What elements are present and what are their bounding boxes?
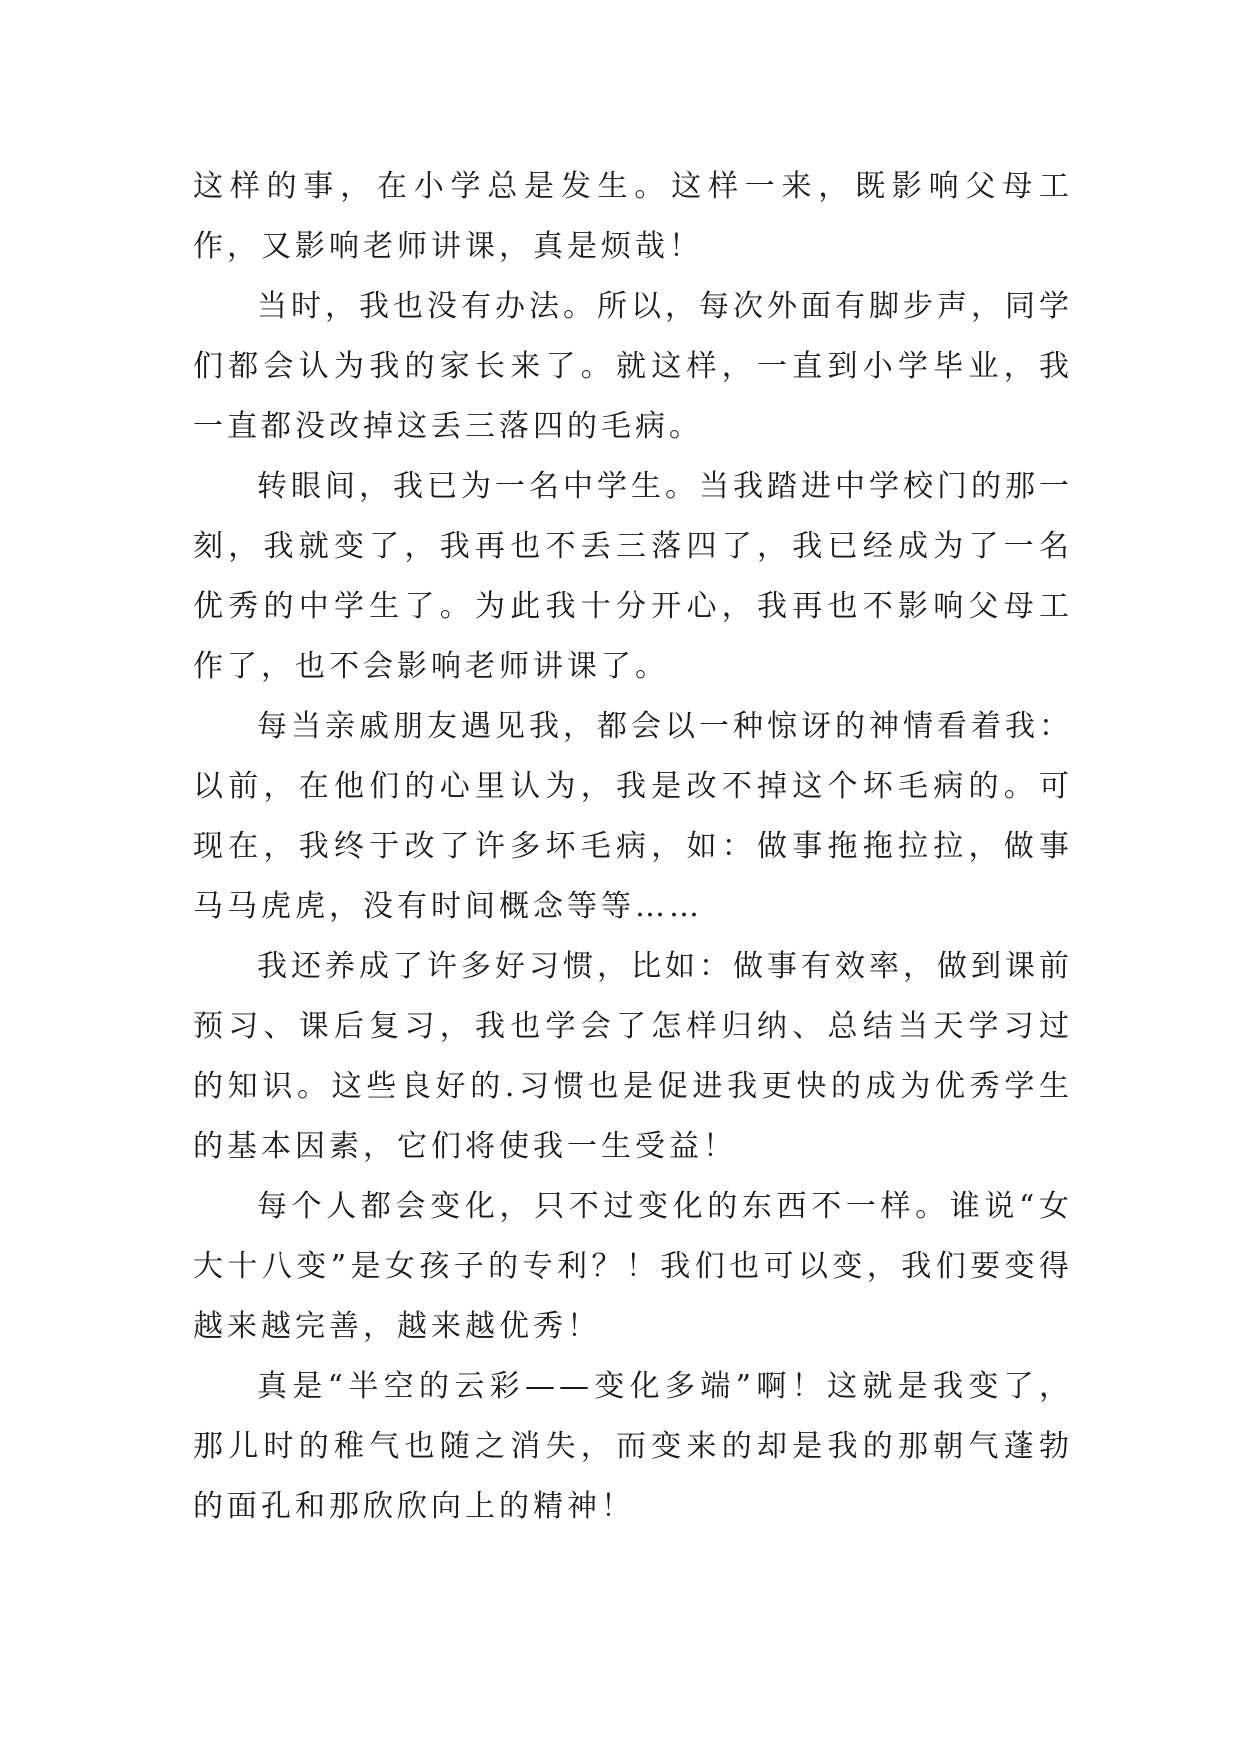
paragraph-2: 当时，我也没有办法。所以，每次外面有脚步声，同学们都会认为我的家长来了。就这样，一直到小学毕业，我一直都没改掉这丢三落四的毛病。 (193, 289, 1073, 444)
paragraph-1: 这样的事，在小学总是发生。这样一来，既影响父母工作，又影响老师讲课，真是烦哉！ (193, 169, 1073, 264)
paragraph-3: 转眼间，我已为一名中学生。当我踏进中学校门的那一刻，我就变了，我再也不丢三落四了，我已经成为了一名优秀的中学生了。为此我十分开心，我再也不影响父母工作了，也不会影响老师讲课了。 (193, 469, 1073, 684)
paragraph-5: 我还养成了许多好习惯，比如：做事有效率，做到课前预习、课后复习，我也学会了怎样归纳、总结当天学习过的知识。这些良好的.习惯也是促进我更快的成为优秀学生的基本因素，它们将使我一生受益！ (193, 949, 1073, 1164)
document-body (193, 157, 1073, 1537)
paragraph-7: 真是“半空的云彩——变化多端”啊！这就是我变了，那儿时的稚气也随之消失，而变来的却是我的那朝气蓬勃的面孔和那欣欣向上的精神！ (193, 1369, 1073, 1524)
paragraph-6: 每个人都会变化，只不过变化的东西不一样。谁说“女大十八变”是女孩子的专利？！我们也可以变，我们要变得越来越完善，越来越优秀！ (193, 1189, 1073, 1344)
paragraph-4: 每当亲戚朋友遇见我，都会以一种惊讶的神情看着我：以前，在他们的心里认为，我是改不掉这个坏毛病的。可现在，我终于改了许多坏毛病，如：做事拖拖拉拉，做事马马虎虎，没有时间概念等等…… (193, 709, 1073, 924)
